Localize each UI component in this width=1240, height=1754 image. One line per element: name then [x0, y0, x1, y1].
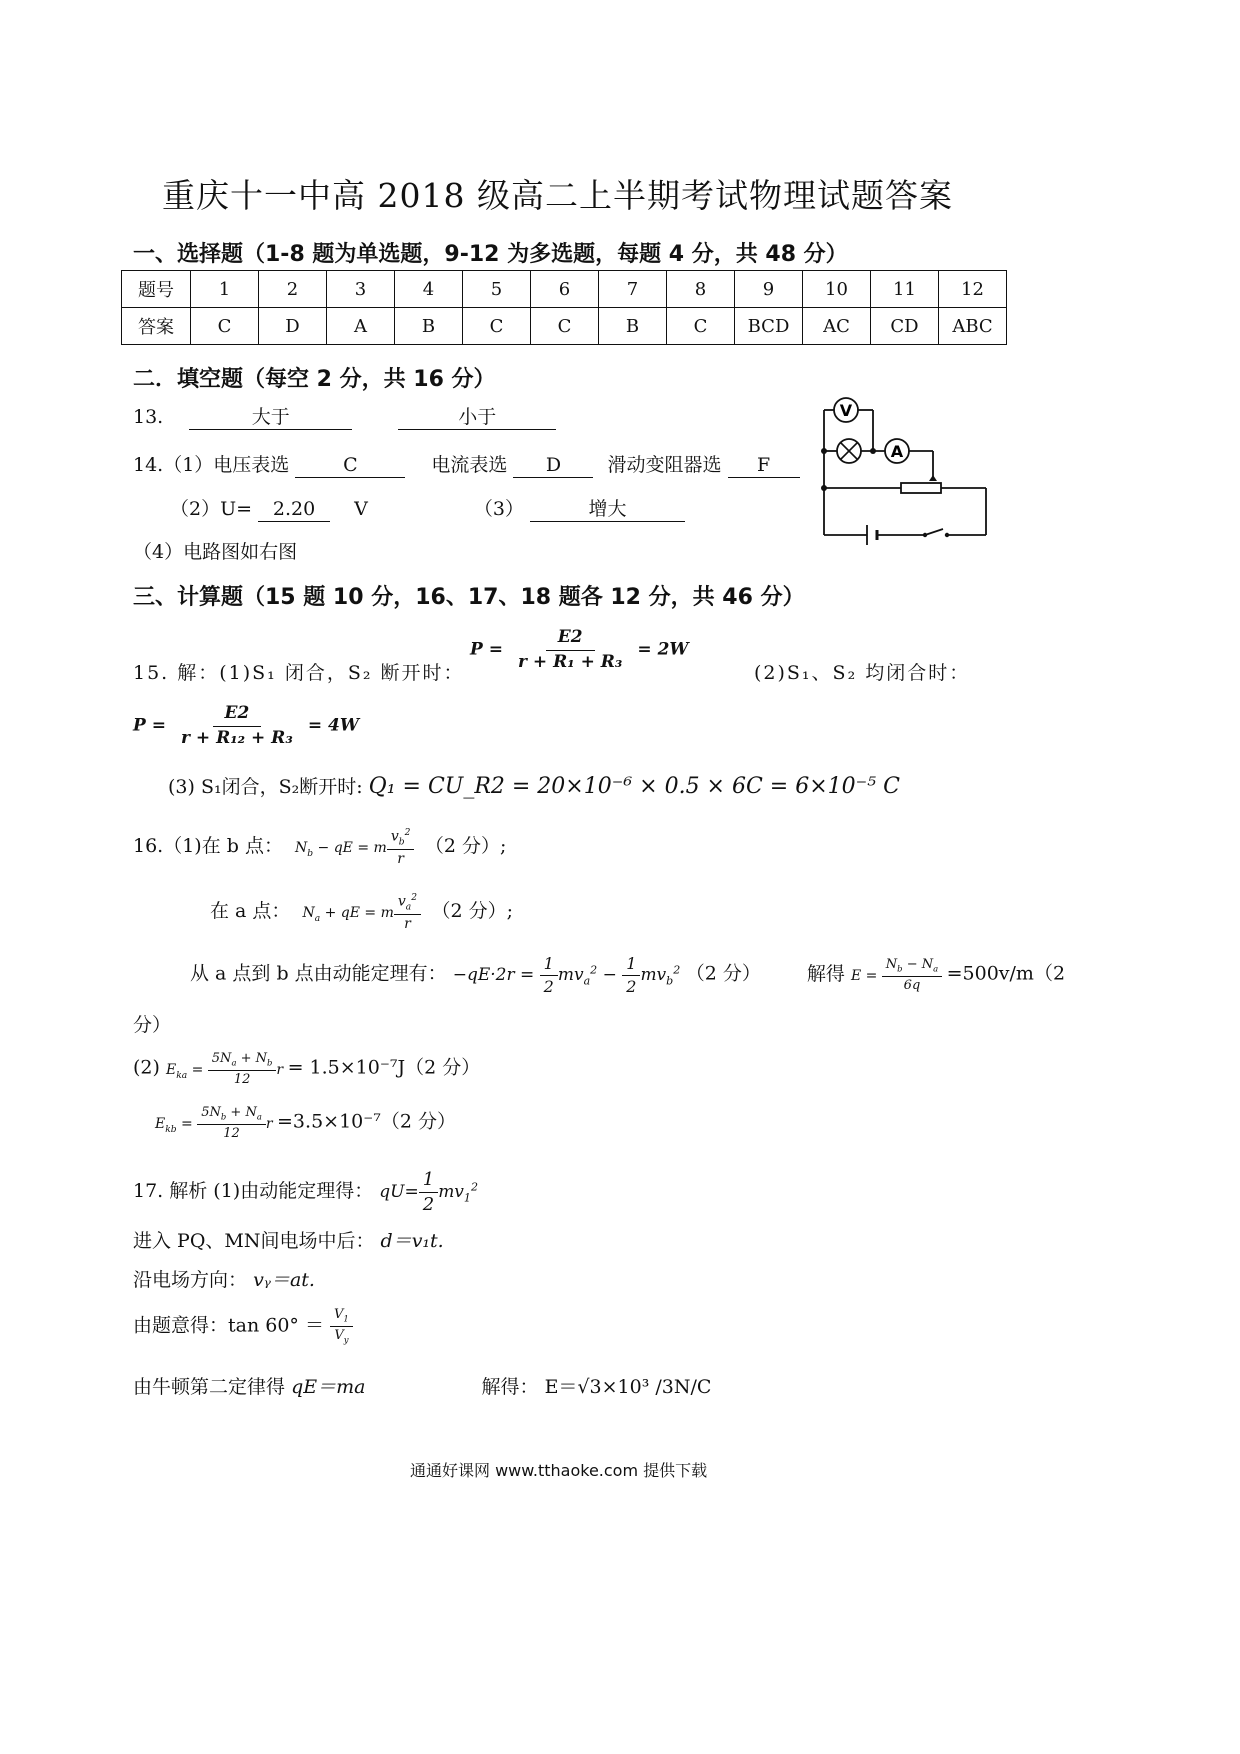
- q17-line1: [133, 1170, 478, 1215]
- question-number: 10: [803, 271, 871, 308]
- question-number: 1: [191, 271, 259, 308]
- section3-heading: 三、计算题（15 题 10 分，16、17、18 题各 12 分，共 46 分）: [133, 585, 805, 610]
- q16-line3: [190, 955, 1065, 995]
- q16-p1-score: （2 分）;: [424, 834, 507, 857]
- q15-eq2: [133, 704, 359, 747]
- q16-p5-result: =3.5×10⁻⁷（2 分）: [277, 1110, 457, 1133]
- question-number: 2: [259, 271, 327, 308]
- q17-l4-text: 由题意得：tan 60° ＝: [133, 1314, 324, 1337]
- q15-eq2-lhs: P =: [133, 715, 166, 736]
- q13-label: 13.: [133, 406, 164, 428]
- q15-eq1-numerator: E2: [546, 628, 595, 651]
- answer-cell: A: [327, 308, 395, 345]
- q17-line5: [133, 1372, 711, 1399]
- q15-part3: [168, 772, 900, 799]
- q17-l5-result: E＝√3×10³ /3N/C: [544, 1376, 712, 1398]
- q16-p1-label: 16.（1)在 b 点：: [133, 834, 283, 857]
- q16-p4-label: (2): [133, 1056, 160, 1079]
- answer-cell: C: [531, 308, 599, 345]
- q14-line3: （4）电路图如右图: [133, 541, 298, 563]
- q14-u-label: （2）U=: [170, 498, 253, 520]
- battery-icon: [867, 525, 877, 545]
- answer-cell: C: [463, 308, 531, 345]
- q17-l5-equation: qE＝ma: [291, 1376, 366, 1398]
- q16-p2-score: （2 分）;: [431, 899, 513, 922]
- q17-l5-solve: 解得：: [481, 1376, 539, 1398]
- q17-l5-text: 由牛顿第二定律得: [133, 1376, 286, 1398]
- q16-p4-result: = 1.5×10⁻⁷J（2 分）: [287, 1056, 481, 1079]
- q14-u-unit: V: [354, 498, 368, 520]
- q16-p3-equation: −qE·2r = $\frac{1}{2}$ $mv_a^2$ − $\frac{1}{2}$ $mv_b^2$: [452, 954, 681, 996]
- question-number: 3: [327, 271, 395, 308]
- q14-rheostat-label: 滑动变阻器选: [607, 454, 722, 476]
- answer-cell: BCD: [735, 308, 803, 345]
- q16-line5: [155, 1106, 456, 1141]
- answer-table: [121, 270, 1007, 345]
- q14-u-answer: 2.20: [258, 499, 330, 522]
- switch-icon: [923, 533, 949, 537]
- q15-eq1: [470, 628, 689, 671]
- q17-l4-fraction: $\frac{V_1}{V_y}$: [330, 1314, 353, 1336]
- q15-eq1-lhs: P =: [470, 639, 503, 660]
- question-number: 6: [531, 271, 599, 308]
- q17-line4: [133, 1308, 353, 1345]
- q14-ammeter-answer: D: [513, 455, 593, 478]
- circuit-diagram: [815, 395, 995, 550]
- q14-ammeter-label: 电流表选: [431, 454, 508, 476]
- section1-heading: 一、选择题（1-8 题为单选题，9-12 为多选题，每题 4 分，共 48 分）: [133, 242, 848, 267]
- q16-p3-result: =500v/m（2: [946, 962, 1066, 985]
- svg-text:A: A: [890, 442, 904, 461]
- q17-l3-text: 沿电场方向：: [133, 1269, 248, 1291]
- q16-p2-label: 在 a 点：: [210, 899, 291, 922]
- q15-eq2-denominator: r + R₁₂ + R₃: [181, 727, 293, 748]
- question-number: 7: [599, 271, 667, 308]
- q16-line3-cont: 分）: [133, 1014, 172, 1036]
- answer-cell: C: [191, 308, 259, 345]
- q15-eq1-denominator: r + R₁ + R₃: [518, 651, 623, 672]
- q17-l2-text: 进入 PQ、MN间电场中后：: [133, 1230, 375, 1252]
- q13-answer-1: 大于: [189, 407, 352, 430]
- q17-l3-equation: vᵧ＝at.: [253, 1269, 315, 1291]
- q14-voltmeter-answer: C: [295, 455, 405, 478]
- question-number: 11: [871, 271, 939, 308]
- q15-part3-equation: Q₁ = CU_R2 = 20×10⁻⁶ × 0.5 × 6C = 6×10⁻⁵ C: [368, 774, 900, 799]
- q16-p4-formula: $E_{ka}$ = $\frac{5N_a + N_b}{12}$ r: [165, 1051, 288, 1087]
- page-title: 重庆十一中高 2018 级高二上半期考试物理试题答案: [162, 176, 953, 215]
- q15-eq2-numerator: E2: [213, 704, 262, 727]
- row-label-number: 题号: [122, 271, 191, 308]
- answer-cell: D: [259, 308, 327, 345]
- question-number: 8: [667, 271, 735, 308]
- q15-eq2-rhs: = 4W: [307, 715, 359, 736]
- q14-rheostat-answer: F: [728, 455, 800, 478]
- rheostat-icon: [901, 475, 941, 493]
- answer-cell: B: [599, 308, 667, 345]
- question-number: 4: [395, 271, 463, 308]
- answer-cell: AC: [803, 308, 871, 345]
- q17-line3: [133, 1265, 315, 1292]
- q15-eq1-rhs: = 2W: [637, 639, 689, 660]
- q16-p3-score: （2 分）: [685, 962, 761, 985]
- q16-line2: [210, 893, 513, 933]
- q16-line1: [133, 828, 506, 868]
- q14-line1: [133, 450, 800, 478]
- question-number: 9: [735, 271, 803, 308]
- q16-p3-label: 从 a 点到 b 点由动能定理有：: [190, 962, 447, 985]
- ammeter-icon: [885, 439, 909, 463]
- voltmeter-icon: [834, 398, 858, 422]
- q16-p3-solve: 解得: [806, 962, 845, 985]
- answer-cell: ABC: [939, 308, 1007, 345]
- answer-cell: B: [395, 308, 463, 345]
- lamp-icon: [837, 439, 861, 463]
- q15-part3-label: (3) S₁闭合，S₂断开时:: [168, 776, 363, 798]
- q16-p2-equation: $N_a$ + qE = m $\frac{v_a^2}{r}$: [302, 905, 425, 921]
- answer-cell: C: [667, 308, 735, 345]
- q16-line4: [133, 1052, 480, 1087]
- q13-line: [133, 406, 556, 430]
- question-number: 12: [939, 271, 1007, 308]
- svg-text:V: V: [839, 401, 853, 420]
- q17-l1-label: 17. 解析 (1)由动能定理得：: [133, 1179, 374, 1202]
- table-row-numbers: [122, 271, 1007, 308]
- page-footer: 通通好课网 www.tthaoke.com 提供下载: [410, 1461, 708, 1480]
- q17-line2: [133, 1226, 444, 1253]
- question-number: 5: [463, 271, 531, 308]
- q16-p1-equation: $N_b$ − qE = m $\frac{v_b^2}{r}$: [295, 840, 419, 856]
- q17-l1-equation: qU= $\frac{1}{2}$ $mv_1^2$: [379, 1169, 478, 1215]
- q14-p3-label: （3）: [473, 498, 524, 520]
- row-label-answer: 答案: [122, 308, 191, 345]
- section2-heading: 二．填空题（每空 2 分，共 16 分）: [133, 367, 496, 392]
- q14-voltmeter-label: 14.（1）电压表选: [133, 454, 290, 476]
- answer-cell: CD: [871, 308, 939, 345]
- q16-p3-formula: E = $\frac{N_b - N_a}{6q}$: [851, 968, 947, 984]
- q16-p5-formula: $E_{kb}$ = $\frac{5N_b + N_a}{12}$ r: [155, 1105, 278, 1141]
- table-row-answers: [122, 308, 1007, 345]
- q13-answer-2: 小于: [398, 407, 556, 430]
- q15-label: 15. 解：(1)S₁ 闭合，S₂ 断开时：: [133, 662, 465, 684]
- q15-part2-label: (2)S₁、S₂ 均闭合时：: [754, 662, 971, 684]
- q17-l2-equation: d＝v₁t.: [380, 1230, 444, 1252]
- q14-line2: [170, 494, 685, 522]
- q14-p3-answer: 增大: [530, 499, 685, 522]
